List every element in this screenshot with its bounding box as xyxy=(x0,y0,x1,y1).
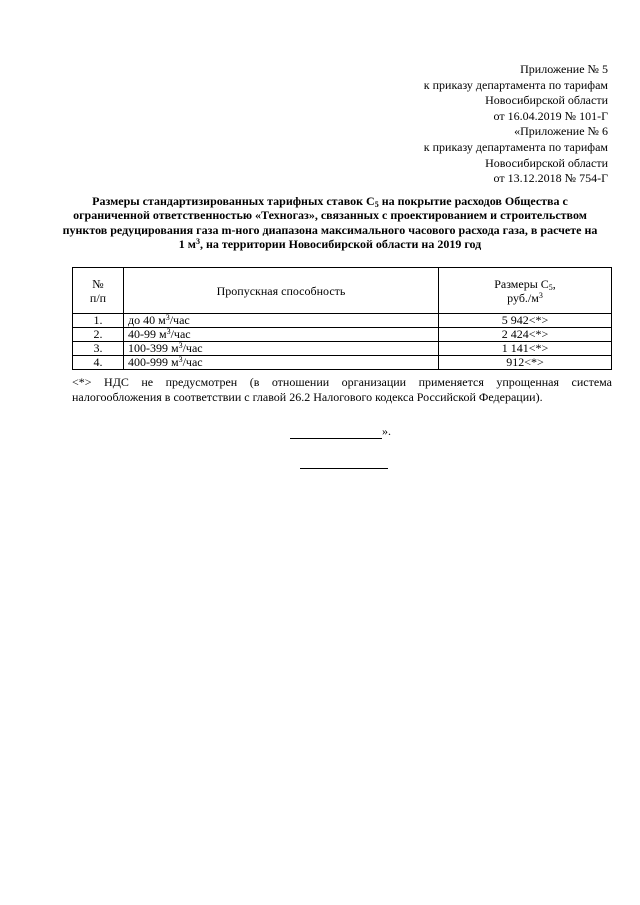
header-size xyxy=(439,268,612,314)
row-number: 4. xyxy=(73,356,124,370)
capacity-sup: 3 xyxy=(178,355,183,364)
header-line: от 16.04.2019 № 101-Г xyxy=(493,108,608,123)
title-part: , на территории Новосибирской области на 2019 год xyxy=(199,237,482,252)
capacity-unit: /час xyxy=(182,341,203,355)
title-part: Размеры стандартизированных тарифных ставок С xyxy=(92,194,375,208)
row-number: 2. xyxy=(73,328,124,342)
closing-line xyxy=(290,424,391,439)
header-line: Новосибирской области xyxy=(485,155,608,170)
capacity-sup: 3 xyxy=(165,313,170,322)
row-value: 5 942<*> xyxy=(439,314,612,328)
header-size-sup: 3 xyxy=(538,290,543,300)
table-header-row xyxy=(73,268,612,314)
header-size-unit: руб./м xyxy=(507,290,539,305)
header-size-prefix: Размеры С xyxy=(494,276,549,291)
header-number-symbol: № xyxy=(92,276,104,291)
table-row xyxy=(73,328,612,342)
header-line: Приложение № 5 xyxy=(520,62,608,76)
blank-underline xyxy=(290,426,382,439)
title-superscript: 3 xyxy=(195,237,200,247)
row-capacity xyxy=(124,342,439,356)
separator-line xyxy=(300,468,388,469)
row-value: 1 141<*> xyxy=(439,342,612,356)
capacity-text: 400-999 м xyxy=(128,355,179,369)
header-line: «Приложение № 6 xyxy=(514,124,608,139)
header-number-abbr: п/п xyxy=(89,290,107,305)
closing-quote: ». xyxy=(382,424,391,438)
header-size-sub: 5 xyxy=(548,282,553,292)
table-row xyxy=(73,342,612,356)
row-number: 3. xyxy=(73,342,124,356)
row-capacity xyxy=(124,314,439,328)
row-capacity xyxy=(124,356,439,370)
vat-footnote: <*> НДС не предусмотрен (в отношении организации применяется упрощенная система налогообложения в соответствии с главой 26.2 Налогового кодекса Российской Федерации). xyxy=(72,375,612,404)
header-size-comma: , xyxy=(552,276,556,291)
table-row xyxy=(73,314,612,328)
capacity-unit: /час xyxy=(170,327,191,341)
header-line: к приказу департамента по тарифам xyxy=(423,77,608,92)
row-value: 912<*> xyxy=(439,356,612,370)
capacity-sup: 3 xyxy=(166,327,171,336)
header-capacity: Пропускная способность xyxy=(124,268,439,314)
capacity-text: 100-399 м xyxy=(128,341,179,355)
header-line: от 13.12.2018 № 754-Г xyxy=(493,171,608,186)
tariff-table xyxy=(72,267,612,370)
row-number: 1. xyxy=(73,314,124,328)
title-subscript: 5 xyxy=(374,200,379,209)
capacity-text: до 40 м xyxy=(128,313,166,327)
table-row xyxy=(73,356,612,370)
title-part: на покрытие расходов Общества с ограниченной ответственностью «Техногаз», связанных с проектированием и строительством пунктов редуцирования газа m-ного диапазона максимального часового расхода газа, в расчете на 1 м xyxy=(62,194,598,252)
appendix-header xyxy=(308,62,608,187)
header-number xyxy=(73,268,124,314)
capacity-unit: /час xyxy=(169,313,190,327)
header-line: к приказу департамента по тарифам xyxy=(423,139,608,154)
capacity-sup: 3 xyxy=(178,341,183,350)
header-line: Новосибирской области xyxy=(485,93,608,108)
row-capacity xyxy=(124,328,439,342)
capacity-unit: /час xyxy=(182,355,203,369)
row-value: 2 424<*> xyxy=(439,328,612,342)
document-title xyxy=(60,194,600,252)
capacity-text: 40-99 м xyxy=(128,327,167,341)
